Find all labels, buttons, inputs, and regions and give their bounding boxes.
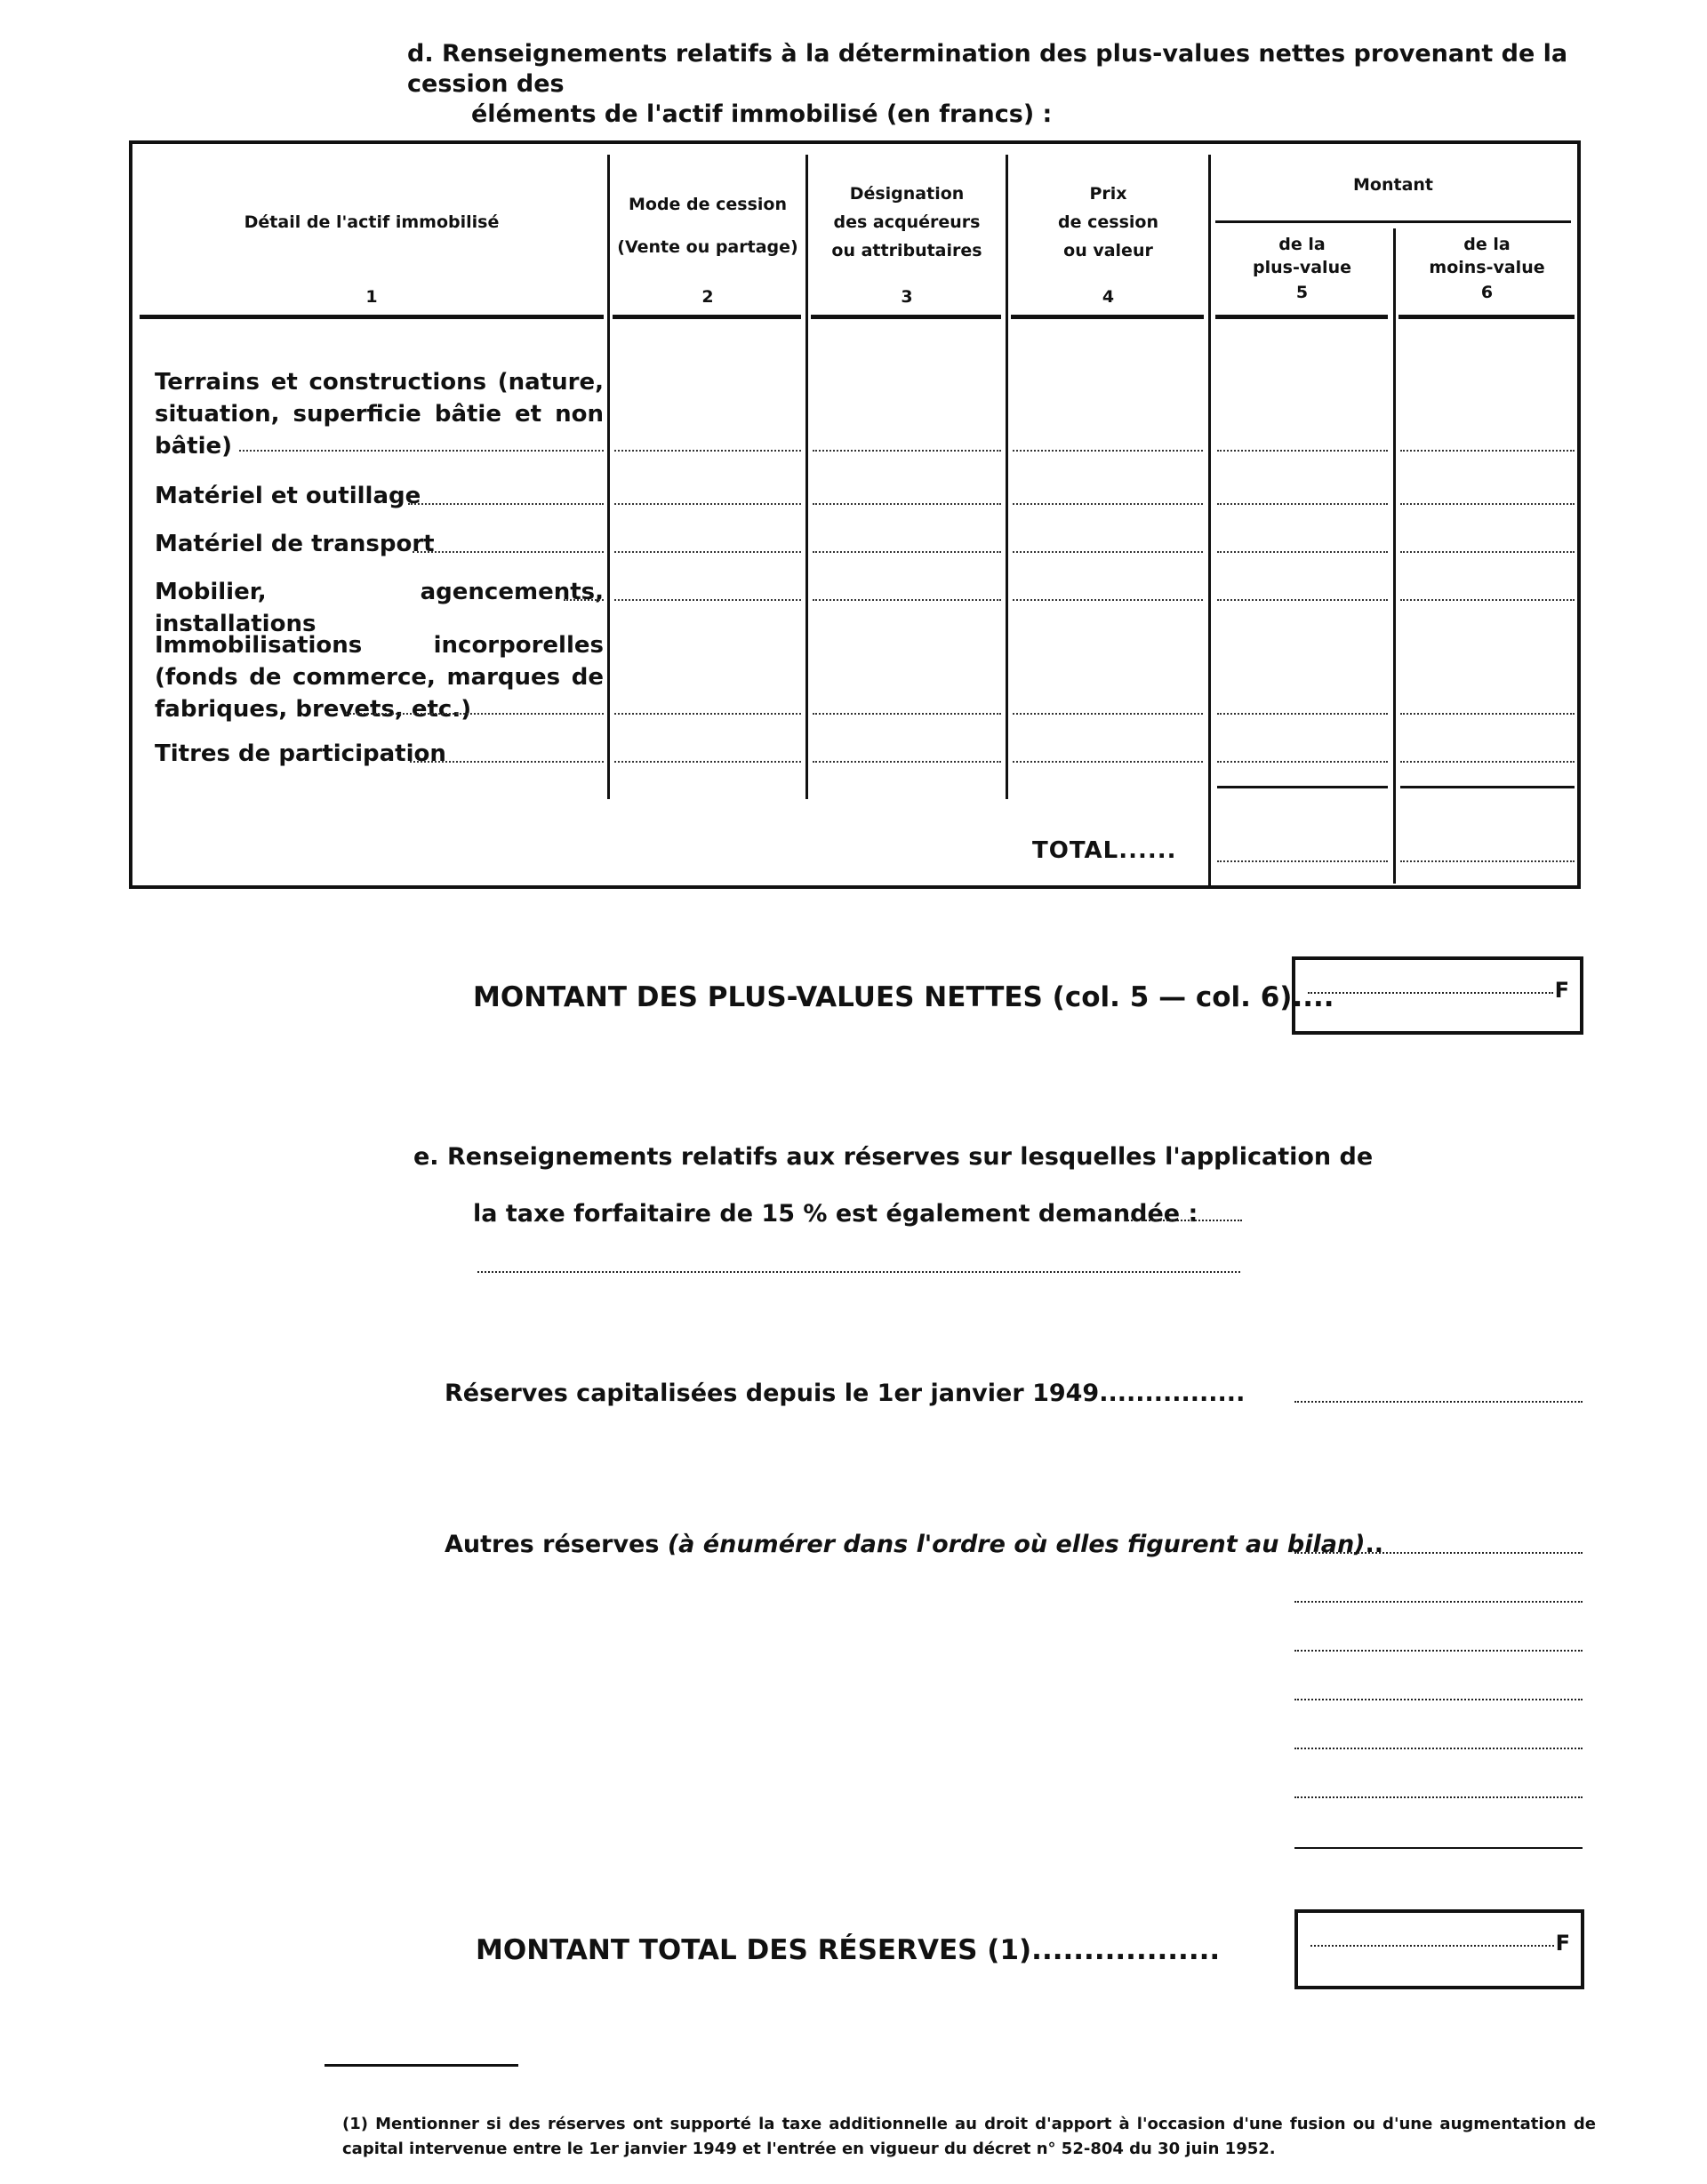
autres-reserves-field[interactable] [1294, 1699, 1583, 1700]
entry-field[interactable] [1013, 713, 1203, 715]
autres-reserves-label-b: (à énumérer dans l'ordre où elles figurent au bilan) [667, 1531, 1366, 1558]
header-rule [140, 315, 604, 319]
section-e-field-2[interactable] [477, 1271, 1240, 1273]
leader-immobilisations [346, 713, 604, 715]
entry-field[interactable] [1013, 761, 1203, 763]
entry-field[interactable] [614, 450, 801, 452]
row-label-terrains: Terrains et constructions (nature, situation, superficie bâtie et non bâtie) [155, 369, 604, 460]
autres-reserves-field[interactable] [1294, 1552, 1583, 1554]
header-col2-b: (Vente ou partage) [617, 237, 798, 257]
entry-field[interactable] [1400, 713, 1575, 715]
entry-field[interactable] [1013, 599, 1203, 601]
total-rule-col5 [1217, 786, 1388, 788]
header-col2-a: Mode de cession [628, 195, 788, 214]
plus-values-field[interactable] [1308, 992, 1553, 994]
entry-field[interactable] [614, 551, 801, 553]
row-label-mobilier: Mobilier, agencements, installations [155, 579, 604, 637]
header-col5-b: plus-value [1253, 258, 1351, 277]
total-label: TOTAL...... [1032, 837, 1177, 864]
header-col1: Détail de l'actif immobilisé [244, 212, 500, 232]
autres-reserves-field[interactable] [1294, 1796, 1583, 1798]
header-col3-b: des acquéreurs [833, 212, 981, 232]
header-col6-a: de la [1463, 235, 1511, 254]
header-rule [811, 315, 1001, 319]
header-col3-num: 3 [901, 287, 913, 307]
row-label-immobilisations: Immobilisations incorporelles (fonds de commerce, marques de fabriques, brevets, etc.) [155, 632, 604, 723]
entry-field[interactable] [1400, 551, 1575, 553]
autres-reserves-total-rule [1294, 1847, 1583, 1849]
entry-field[interactable] [1400, 761, 1575, 763]
header-col3-c: ou attributaires [831, 241, 982, 260]
reserves-cap-field[interactable] [1294, 1401, 1583, 1403]
header-col1-num: 1 [365, 287, 378, 307]
section-e-line2: la taxe forfaitaire de 15 % est également demandée : [473, 1200, 1198, 1228]
entry-field[interactable] [1217, 450, 1388, 452]
entry-field[interactable] [813, 551, 1001, 553]
plus-values-box[interactable] [1292, 956, 1583, 1035]
entry-field[interactable] [1400, 503, 1575, 505]
actif-immobilise-table [129, 140, 1581, 889]
total-reserves-label: MONTANT TOTAL DES RÉSERVES (1).................. [476, 1934, 1221, 1966]
total-field-col5[interactable] [1217, 860, 1388, 862]
section-e-line1: e. Renseignements relatifs aux réserves sur lesquelles l'application de [413, 1143, 1374, 1171]
row-label-titres: Titres de participation [155, 740, 446, 767]
total-field-col6[interactable] [1400, 860, 1575, 862]
section-e-field-1[interactable] [1125, 1220, 1242, 1221]
autres-reserves-field[interactable] [1294, 1650, 1583, 1652]
entry-field[interactable] [614, 599, 801, 601]
autres-reserves-label [445, 1531, 1383, 1558]
header-montant: Montant [1353, 175, 1433, 195]
header-col6-num: 6 [1480, 283, 1494, 302]
section-d-line1: d. Renseignements relatifs à la détermination des plus-values nettes provenant de la cession des [407, 40, 1568, 98]
row-label-materiel-outillage: Matériel et outillage [155, 483, 421, 509]
footnote: (1) Mentionner si des réserves ont supporté la taxe additionnelle au droit d'apport à l'occasion d'une fusion ou d'une augmentation de capital intervenue entre le 1er janvier 1949 et l'entrée en vigueur du décret n° 52-804 du 30 juin 1952. [342, 2115, 1596, 2158]
leader-materiel-transport [413, 551, 604, 553]
entry-field[interactable] [1217, 503, 1388, 505]
entry-field[interactable] [614, 503, 801, 505]
entry-field[interactable] [813, 599, 1001, 601]
header-col6-b: moins-value [1429, 258, 1545, 277]
autres-reserves-field[interactable] [1294, 1748, 1583, 1749]
autres-reserves-label-c: .. [1365, 1531, 1384, 1558]
col-divider [1393, 228, 1396, 884]
header-col5-num: 5 [1295, 283, 1309, 302]
row-label-materiel-transport: Matériel de transport [155, 531, 435, 557]
header-col4-c: ou valeur [1063, 241, 1153, 260]
leader-mobilier [564, 599, 604, 601]
total-reserves-field[interactable] [1310, 1945, 1554, 1947]
entry-field[interactable] [1217, 599, 1388, 601]
leader-materiel-outillage [408, 503, 604, 505]
section-d-line2: éléments de l'actif immobilisé (en francs) : [471, 100, 1053, 128]
entry-field[interactable] [1013, 551, 1203, 553]
header-col5-a: de la [1278, 235, 1326, 254]
header-rule [613, 315, 801, 319]
entry-field[interactable] [1400, 599, 1575, 601]
entry-field[interactable] [1013, 503, 1203, 505]
header-col4-b: de cession [1058, 212, 1158, 232]
entry-field[interactable] [1217, 761, 1388, 763]
plus-values-unit: F [1554, 978, 1569, 1003]
section-d-heading [407, 39, 1583, 130]
plus-values-label: MONTANT DES PLUS-VALUES NETTES (col. 5 — col. 6).... [473, 981, 1334, 1013]
leader-titres [410, 761, 604, 763]
header-col3-a: Désignation [849, 184, 965, 204]
total-rule-col6 [1400, 786, 1575, 788]
footnote-rule [325, 2064, 518, 2067]
header-rule [1215, 315, 1388, 319]
autres-reserves-label-a: Autres réserves [445, 1531, 660, 1558]
header-rule [1011, 315, 1204, 319]
entry-field[interactable] [813, 713, 1001, 715]
entry-field[interactable] [1013, 450, 1203, 452]
autres-reserves-field[interactable] [1294, 1601, 1583, 1603]
entry-field[interactable] [813, 761, 1001, 763]
entry-field[interactable] [813, 450, 1001, 452]
entry-field[interactable] [1400, 450, 1575, 452]
entry-field[interactable] [614, 713, 801, 715]
header-col2-num: 2 [701, 287, 714, 307]
header-rule [1398, 315, 1575, 319]
total-reserves-box[interactable] [1294, 1909, 1584, 1989]
header-col4-num: 4 [1102, 287, 1115, 307]
entry-field[interactable] [1217, 551, 1388, 553]
leader-terrains [239, 450, 604, 452]
total-reserves-unit: F [1555, 1931, 1570, 1956]
entry-field[interactable] [1217, 713, 1388, 715]
montant-rule [1215, 220, 1571, 223]
header-col4-a: Prix [1089, 184, 1127, 204]
entry-field[interactable] [614, 761, 801, 763]
entry-field[interactable] [813, 503, 1001, 505]
reserves-cap-label: Réserves capitalisées depuis le 1er janvier 1949................ [445, 1380, 1246, 1407]
